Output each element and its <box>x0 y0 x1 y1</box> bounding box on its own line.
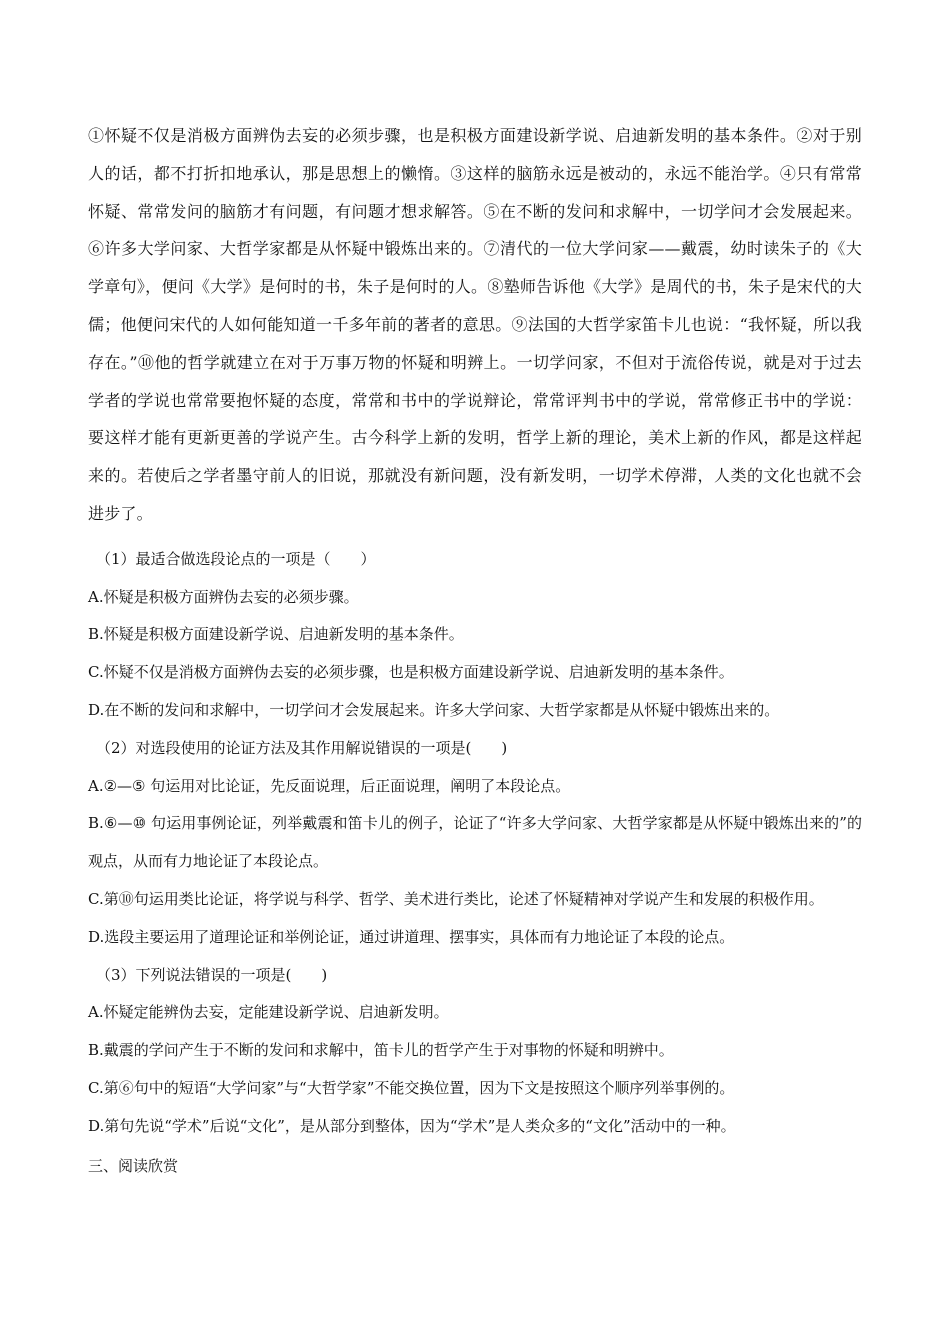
question-3-option-d: D.第句先说“学术”后说“文化”，是从部分到整体，因为“学术”是人类众多的“文化”活动中的一种。 <box>88 1116 736 1135</box>
question-2-option-a: A.②—⑤ 句运用对比论证，先反面说理，后正面说理，阐明了本段论点。 <box>88 776 571 795</box>
passage <box>88 117 862 533</box>
question-3-option-c: C.第⑥句中的短语“大学问家”与“大哲学家”不能交换位置，因为下文是按照这个顺序列举事例的。 <box>88 1078 735 1097</box>
question-3 <box>88 957 862 1146</box>
question-1-stem: （1）最适合做选段论点的一项是（ ） <box>96 549 376 568</box>
question-2-option-c: C.第⑩句运用类比论证，将学说与科学、哲学、美术进行类比，论述了怀疑精神对学说产生和发展的积极作用。 <box>88 889 824 908</box>
question-3-stem: （3）下列说法错误的一项是( ) <box>96 965 328 984</box>
passage-paragraph: ①怀疑不仅是消极方面辨伪去妄的必须步骤，也是积极方面建设新学说、启迪新发明的基本条件。②对于别人的话，都不打折扣地承认，那是思想上的懒惰。③这样的脑筋永远是被动的，永远不能治学。④只有常常怀疑、常常发问的脑筋才有问题，有问题才想求解答。⑤在不断的发问和求解中，一切学问才会发展起来。⑥许多大学问家、大哲学家都是从怀疑中锻炼出来的。⑦清代的一位大学问家——戴震，幼时读朱子的《大学章句》，便问《大学》是何时的书，朱子是何时的人。⑧塾师告诉他《大学》是周代的书，朱子是宋代的大儒；他便问宋代的人如何能知道一千多年前的著者的意思。⑨法国的大哲学家笛卡儿也说：“我怀疑，所以我存在。”⑩他的哲学就建立在对于万事万物的怀疑和明辨上。一切学问家，不但对于流俗传说，就是对于过去学者的学说也常常要抱怀疑的态度，常常和书中的学说辩论，常常评判书中的学说，常常修正书中的学说：要这样才能有更新更善的学说产生。古今科学上新的发明，哲学上新的理论，美术上新的作风，都是这样起来的。若使后之学者墨守前人的旧说，那就没有新问题，没有新发明，一切学术停滞，人类的文化也就不会进步了。 <box>88 126 862 523</box>
section-heading: 三、阅读欣赏 <box>88 1156 179 1175</box>
question-2-option-d: D.选段主要运用了道理论证和举例论证，通过讲道理、摆事实，具体而有力地论证了本段的论点。 <box>88 927 735 946</box>
question-2 <box>88 730 862 957</box>
question-1-option-c: C.怀疑不仅是消极方面辨伪去妄的必须步骤，也是积极方面建设新学说、启迪新发明的基本条件。 <box>88 663 734 682</box>
question-1 <box>88 541 862 730</box>
question-list <box>88 541 862 1146</box>
question-1-option-a: A.怀疑是积极方面辨伪去妄的必须步骤。 <box>88 587 359 606</box>
question-1-option-b: B.怀疑是积极方面建设新学说、启迪新发明的基本条件。 <box>88 625 464 644</box>
question-3-option-b: B.戴震的学问产生于不断的发问和求解中，笛卡儿的哲学产生于对事物的怀疑和明辨中。 <box>88 1041 674 1060</box>
question-3-option-a: A.怀疑定能辨伪去妄，定能建设新学说、启迪新发明。 <box>88 1003 449 1022</box>
question-2-option-b: B.⑥—⑩ 句运用事例论证，列举戴震和笛卡儿的例子，论证了“许多大学问家、大哲学家都是从怀疑中锻炼出来的”的观点，从而有力地论证了本段论点。 <box>88 814 862 871</box>
question-1-option-d: D.在不断的发问和求解中，一切学问才会发展起来。许多大学问家、大哲学家都是从怀疑中锻炼出来的。 <box>88 700 780 719</box>
question-2-stem: （2）对选段使用的论证方法及其作用解说错误的一项是( ) <box>96 738 508 757</box>
